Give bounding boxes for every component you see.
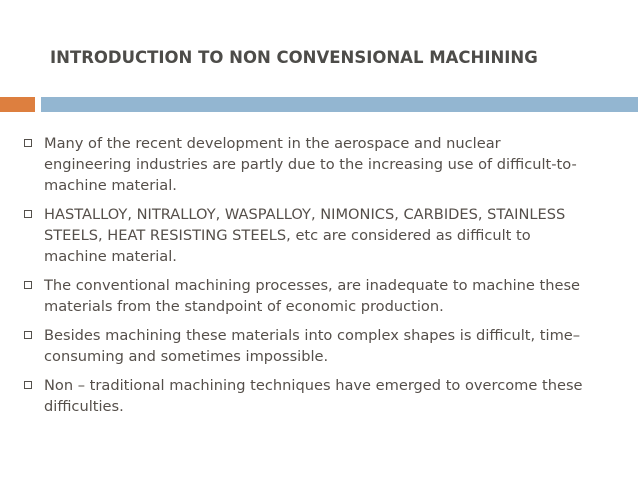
header-bar — [41, 97, 638, 112]
bullet-text: Many of the recent development in the aerospace and nuclear engineering industries are partly due to the increasing use of difficult-to- machine material. — [44, 135, 577, 194]
bullet-item — [24, 133, 624, 196]
bullet-item — [24, 375, 624, 417]
bullet-item — [24, 275, 624, 317]
bullet-text: Non – traditional machining techniques have emerged to overcome these difficulties. — [44, 377, 583, 415]
slide-title: INTRODUCTION TO NON CONVENSIONAL MACHINING — [50, 48, 538, 67]
bullet-text: Besides machining these materials into complex shapes is difficult, time– consuming and sometimes impossible. — [44, 327, 581, 365]
square-bullet-icon — [24, 139, 32, 147]
square-bullet-icon — [24, 331, 32, 339]
bullet-item — [24, 204, 624, 267]
square-bullet-icon — [24, 210, 32, 218]
accent-bar — [0, 97, 35, 112]
square-bullet-icon — [24, 381, 32, 389]
bullet-item — [24, 325, 624, 367]
square-bullet-icon — [24, 281, 32, 289]
bullet-text: The conventional machining processes, are inadequate to machine these materials from the standpoint of economic production. — [44, 277, 581, 315]
bullet-text: HASTALLOY, NITRALLOY, WASPALLOY, NIMONICS, CARBIDES, STAINLESS STEELS, HEAT RESISTING STEELS, etc are considered as difficult to machine material. — [44, 206, 566, 265]
bullet-list — [24, 133, 624, 425]
